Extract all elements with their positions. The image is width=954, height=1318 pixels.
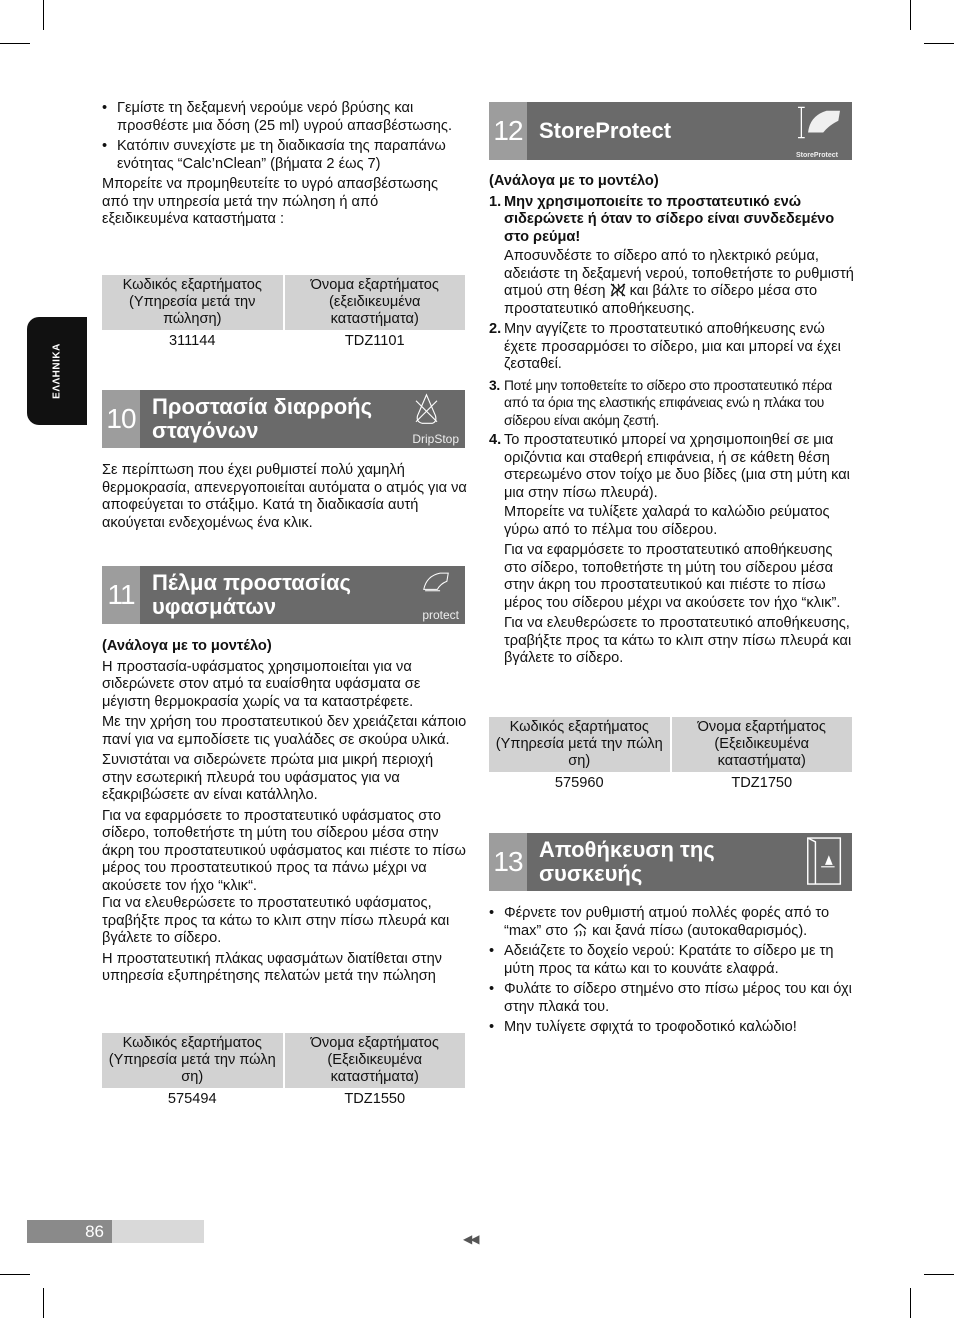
section-10-header (102, 390, 465, 448)
dripstop-icon (413, 393, 449, 431)
section-13-header (489, 833, 852, 891)
list-item: • Κατόπιν συνεχίστε με τη διαδικασία της παραπάνω ενότητας “Calc’nClean” (βήματα 2 έως 7) (102, 138, 467, 173)
section-10-body (102, 462, 467, 535)
paragraph: Για να ελευθερώσετε το προστατευτικό υφάσματος, τραβήξτε προς τα κάτω το κλιπ στην πίσω πλευρά και βγάλετε το σίδερο. (102, 895, 450, 946)
list-item: • Μην τυλίγετε σφιχτά το τροφοδοτικό καλώδιο! (489, 1019, 854, 1037)
section-number: 13 (489, 833, 527, 891)
list-item: • Γεμίστε τη δεξαμενή νερούμε νερό βρύσης και προσθέστε μια δόση (25 ml) υγρού απασβέστωσης. (102, 100, 467, 135)
list-item: 4. Το προστατευτικό μπορεί να χρησιμοποιηθεί σε μια οριζόντια και σταθερή επιφάνεια, ή σε κάθετη θέση στερεωμένο στον τοίχο με δυο βίδες (μια στη μύτη και μια στην πίσω πλευρά). Μπορείτε να τυλίξετε χαλαρά το καλώδιο ρεύματος γύρω από το πέλμα του σίδερου. Για να εφαρμόσετε το προστατευτικό αποθήκευσης στο σίδερο, τοποθετήστε τη μύτη του σίδερου μέσα στην άκρη του προστατευτικού και πιέστε το πίσω μέρος του σίδερου μέχρι να ακούσετε τον ήχο “κλικ”. Για να ελευθερώσετε το προστατευτικό αποθήκευσης, τραβήξτε προς τα κάτω το κλιπ στην πίσω πλευρά και βγάλετε το σίδερο. (489, 432, 852, 666)
section-number: 12 (489, 102, 527, 160)
crop-mark (0, 1274, 30, 1275)
section-13-body (489, 905, 854, 1040)
paragraph: Με την χρήση του προστατευτικού δεν χρειάζεται κάποιο πανί για να εμποδίσετε τις γυαλάδες σε σκούρα υλικά. (102, 714, 467, 748)
steam-off-icon (610, 283, 626, 297)
parts-table (100, 1033, 467, 1111)
section-11-header (102, 566, 465, 624)
section-number: 10 (102, 390, 140, 448)
page-number: 86 (27, 1220, 112, 1243)
section-12-body (489, 173, 854, 671)
paragraph: Συνιστάται να σιδερώνετε πρώτα μια μικρή περιοχή στην εσωτερική πλευρά του υφάσματος για να εξακριβώσετε αν είναι κατάλληλο. (102, 752, 434, 803)
table-cell: TDZ1550 (344, 1091, 406, 1107)
section-number: 11 (102, 566, 140, 624)
section-title: Προστασία διαρροής σταγόνων (152, 394, 373, 443)
iron-protect-icon (415, 569, 457, 603)
section-title: StoreProtect (539, 118, 672, 143)
section-11-body (102, 638, 467, 989)
parts-table (100, 275, 467, 353)
table-header: Όνομα εξαρτήματος (Εξειδικευμένα καταστήματα) (285, 1033, 466, 1088)
list-item: • Φυλάτε το σίδερο στημένο στο πίσω μέρος του και όχι στην πλακά του. (489, 981, 854, 1016)
crop-mark (924, 43, 954, 44)
storeprotect-icon (790, 104, 848, 146)
model-note: (Ανάλογα με το μοντέλο) (102, 638, 272, 654)
section-title: Πέλμα προστασίας υφασμάτων (152, 570, 351, 619)
section-12-header (489, 102, 852, 160)
list-item: • Φέρνετε τον ρυθμιστή ατμού πολλές φορές από το “max” στο και ξανά πίσω (αυτοκαθαρισμός). (489, 905, 854, 940)
self-clean-icon (572, 923, 588, 937)
model-note: (Ανάλογα με το μοντέλο) (489, 173, 659, 189)
crop-mark (0, 43, 30, 44)
icon-label: protect (422, 608, 459, 622)
previous-page-icon[interactable]: ◀◀ (463, 1232, 478, 1246)
table-header: Όνομα εξαρτήματος (εξειδικευμένα καταστήματα) (285, 275, 466, 330)
page-bar (27, 1220, 204, 1243)
table-header: Όνομα εξαρτήματος (Εξειδικευμένα καταστήματα) (672, 717, 853, 772)
language-label: ΕΛΛΗΝΙΚΑ (51, 343, 63, 399)
table-cell: TDZ1750 (731, 775, 793, 791)
table-header: Κωδικός εξαρτήματος (Υπηρεσία μετά την πώλη ση) (102, 1033, 283, 1088)
storage-cabinet-icon (802, 836, 848, 888)
crop-mark (43, 0, 44, 30)
paragraph: Μπορείτε να προμηθευτείτε το υγρό απασβέστωσης από την υπηρεσία μετά την πώληση ή από εξειδικευμένα καταστήματα : (102, 176, 438, 227)
paragraph: Η προστατευτική πλάκας υφασμάτων διατίθεται στην υπηρεσία εξυπηρέτησης πελατών μετά την πώληση (102, 950, 442, 984)
list-item: 1. Μην χρησιμοποιείτε το προστατευτικό ενώ σιδερώνετε ή όταν το σίδερο είναι συνδεδεμένο στο ρεύμα! Αποσυνδέστε το σίδερο από το ηλεκτρικό ρεύμα, αδειάστε τη δεξαμενή νερού, τοποθετήστε το ρυθμιστή ατμού στη θέση και βάλτε το σίδερο μέσα στο προστατευτικό αποθήκευσης. (489, 193, 854, 317)
icon-label: DripStop (412, 432, 459, 446)
list-item: 3. Ποτέ μην τοποθετείτε το σίδερο στο προστατευτικό πέρα από τα όρια της ελαστικής επιφάνειας ενώ η πλάκα του σίδερου είναι ακόμη ζεστή. (489, 377, 832, 428)
table-cell: 311144 (168, 333, 216, 349)
table-header: Κωδικός εξαρτήματος (Υπηρεσία μετά την πώλη ση) (489, 717, 670, 772)
icon-label: StoreProtect (795, 152, 838, 159)
table-header: Κωδικός εξαρτήματος (Υπηρεσία μετά την πώληση) (102, 275, 283, 330)
crop-mark (910, 0, 911, 30)
table-cell: TDZ1101 (344, 333, 405, 349)
section-title: Αποθήκευση της συσκευής (539, 837, 715, 886)
paragraph: Η προστασία-υφάσματος χρησιμοποιείται για να σιδερώνετε στον ατμό τα ευαίσθητα υφάσματα σε μέγιστη θερμοκρασία χωρίς να τα καταστρέφετε. (102, 658, 421, 710)
list-item: • Αδειάζετε το δοχείο νερού: Κρατάτε το σίδερο με τη μύτη προς τα κάτω και το κουνάτε ελαφρά. (489, 943, 854, 978)
table-cell: 575494 (167, 1091, 217, 1107)
crop-mark (910, 1288, 911, 1318)
paragraph: Για να εφαρμόσετε το προστατευτικό υφάσματος στο σίδερο, τοποθετήστε τη μύτη του σίδερου μέσα στην άκρη του προστατευτικού υφάσματος και πιέστε το πίσω μέρος του προστατευτικού προς τα πάνω μέχρι να ακούσετε τον ήχο “κλικ“. (102, 807, 466, 894)
table-cell: 575960 (554, 775, 604, 791)
parts-table (487, 717, 854, 795)
crop-mark (924, 1274, 954, 1275)
language-tab (27, 317, 87, 425)
left-intro (102, 100, 467, 232)
crop-mark (43, 1288, 44, 1318)
paragraph: Σε περίπτωση που έχει ρυθμιστεί πολύ χαμηλή θερμοκρασία, απενεργοποιείται αυτόματα ο ατμός για να αποφεύγεται το στάξιμο. Κατά τη διαδικασία αυτή ακούγεται ενδεχομένως ένα κλικ. (102, 462, 467, 531)
list-item: 2. Μην αγγίζετε το προστατευτικό αποθήκευσης ενώ έχετε προσαρμόσει το σίδερο, μια και μπορεί να έχει ζεσταθεί. (489, 321, 841, 372)
